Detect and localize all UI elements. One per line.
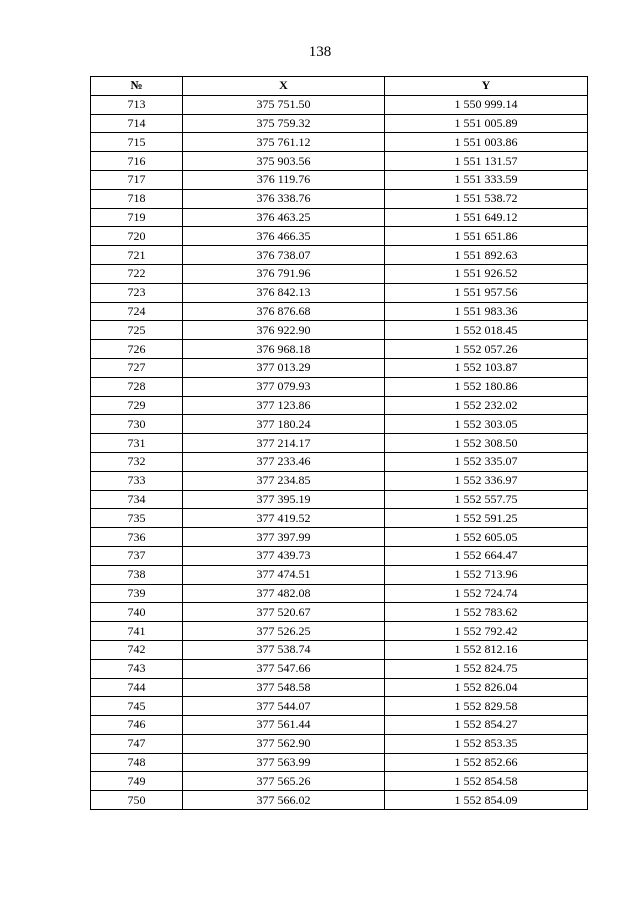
y-coordinate: 1 552 232.02 [385,396,588,415]
y-coordinate: 1 552 724.74 [385,584,588,603]
table-row [91,640,588,659]
table-row [91,490,588,509]
table-row [91,133,588,152]
table-row [91,734,588,753]
x-coordinate: 376 876.68 [183,302,385,321]
y-coordinate: 1 552 783.62 [385,603,588,622]
point-number: 714 [91,114,183,133]
table-row [91,678,588,697]
table-row [91,114,588,133]
x-coordinate: 375 761.12 [183,133,385,152]
y-coordinate: 1 552 826.04 [385,678,588,697]
x-coordinate: 376 466.35 [183,227,385,246]
table-row [91,471,588,490]
y-coordinate: 1 552 103.87 [385,358,588,377]
y-coordinate: 1 551 005.89 [385,114,588,133]
point-number: 723 [91,283,183,302]
x-coordinate: 377 180.24 [183,415,385,434]
y-coordinate: 1 552 557.75 [385,490,588,509]
table-row [91,264,588,283]
y-coordinate: 1 551 003.86 [385,133,588,152]
point-number: 728 [91,377,183,396]
table-row [91,584,588,603]
x-coordinate: 377 561.44 [183,716,385,735]
table-row [91,170,588,189]
table-row [91,622,588,641]
point-number: 722 [91,264,183,283]
x-coordinate: 376 842.13 [183,283,385,302]
point-number: 724 [91,302,183,321]
point-number: 734 [91,490,183,509]
point-number: 717 [91,170,183,189]
y-coordinate: 1 552 852.66 [385,753,588,772]
table-row [91,283,588,302]
x-coordinate: 377 013.29 [183,358,385,377]
x-coordinate: 376 922.90 [183,321,385,340]
page-number: 138 [308,44,332,60]
point-number: 745 [91,697,183,716]
point-number: 729 [91,396,183,415]
point-number: 748 [91,753,183,772]
y-coordinate: 1 552 829.58 [385,697,588,716]
point-number: 713 [91,95,183,114]
y-coordinate: 1 551 333.59 [385,170,588,189]
x-coordinate: 377 563.99 [183,753,385,772]
point-number: 739 [91,584,183,603]
y-coordinate: 1 551 131.57 [385,152,588,171]
table-row [91,716,588,735]
table-row [91,415,588,434]
y-coordinate: 1 552 854.58 [385,772,588,791]
table-row [91,227,588,246]
point-number: 730 [91,415,183,434]
point-number: 735 [91,509,183,528]
table-row [91,791,588,810]
table-header-row [91,77,588,96]
x-coordinate: 377 474.51 [183,565,385,584]
point-number: 719 [91,208,183,227]
table-row [91,396,588,415]
table-row [91,528,588,547]
point-number: 721 [91,246,183,265]
x-coordinate: 376 738.07 [183,246,385,265]
x-coordinate: 377 123.86 [183,396,385,415]
point-number: 741 [91,622,183,641]
table-row [91,452,588,471]
point-number: 750 [91,791,183,810]
point-number: 740 [91,603,183,622]
point-number: 718 [91,189,183,208]
x-coordinate: 376 791.96 [183,264,385,283]
x-coordinate: 377 526.25 [183,622,385,641]
table-row [91,697,588,716]
y-coordinate: 1 550 999.14 [385,95,588,114]
point-number: 733 [91,471,183,490]
y-coordinate: 1 552 664.47 [385,546,588,565]
y-coordinate: 1 551 983.36 [385,302,588,321]
y-coordinate: 1 552 018.45 [385,321,588,340]
coordinates-table [90,76,588,810]
x-coordinate: 375 751.50 [183,95,385,114]
point-number: 737 [91,546,183,565]
header-x: X [183,77,385,96]
table-row [91,246,588,265]
table-row [91,546,588,565]
header-y: Y [385,77,588,96]
table-row [91,753,588,772]
table-row [91,208,588,227]
y-coordinate: 1 552 057.26 [385,340,588,359]
y-coordinate: 1 551 649.12 [385,208,588,227]
table-row [91,189,588,208]
x-coordinate: 377 482.08 [183,584,385,603]
y-coordinate: 1 551 651.86 [385,227,588,246]
x-coordinate: 377 538.74 [183,640,385,659]
x-coordinate: 377 079.93 [183,377,385,396]
point-number: 749 [91,772,183,791]
point-number: 716 [91,152,183,171]
x-coordinate: 377 419.52 [183,509,385,528]
y-coordinate: 1 552 853.35 [385,734,588,753]
y-coordinate: 1 552 303.05 [385,415,588,434]
table-row [91,302,588,321]
x-coordinate: 376 968.18 [183,340,385,359]
x-coordinate: 375 903.56 [183,152,385,171]
y-coordinate: 1 552 335.07 [385,452,588,471]
x-coordinate: 377 544.07 [183,697,385,716]
table-body [91,95,588,809]
x-coordinate: 377 562.90 [183,734,385,753]
table-row [91,358,588,377]
x-coordinate: 377 547.66 [183,659,385,678]
point-number: 743 [91,659,183,678]
x-coordinate: 377 565.26 [183,772,385,791]
point-number: 732 [91,452,183,471]
x-coordinate: 376 463.25 [183,208,385,227]
table-row [91,603,588,622]
x-coordinate: 377 397.99 [183,528,385,547]
y-coordinate: 1 552 792.42 [385,622,588,641]
y-coordinate: 1 551 957.56 [385,283,588,302]
x-coordinate: 377 214.17 [183,434,385,453]
table-row [91,565,588,584]
y-coordinate: 1 552 180.86 [385,377,588,396]
y-coordinate: 1 552 605.05 [385,528,588,547]
table-row [91,772,588,791]
y-coordinate: 1 552 812.16 [385,640,588,659]
y-coordinate: 1 552 854.27 [385,716,588,735]
x-coordinate: 377 395.19 [183,490,385,509]
point-number: 731 [91,434,183,453]
y-coordinate: 1 551 892.63 [385,246,588,265]
x-coordinate: 377 566.02 [183,791,385,810]
point-number: 727 [91,358,183,377]
point-number: 746 [91,716,183,735]
point-number: 744 [91,678,183,697]
table-row [91,659,588,678]
x-coordinate: 377 439.73 [183,546,385,565]
x-coordinate: 377 234.85 [183,471,385,490]
x-coordinate: 376 119.76 [183,170,385,189]
table-header [91,77,588,96]
x-coordinate: 377 520.67 [183,603,385,622]
x-coordinate: 376 338.76 [183,189,385,208]
point-number: 720 [91,227,183,246]
header-number: № [91,77,183,96]
x-coordinate: 377 548.58 [183,678,385,697]
y-coordinate: 1 552 591.25 [385,509,588,528]
y-coordinate: 1 551 538.72 [385,189,588,208]
table-row [91,434,588,453]
x-coordinate: 375 759.32 [183,114,385,133]
y-coordinate: 1 552 308.50 [385,434,588,453]
point-number: 726 [91,340,183,359]
table-row [91,509,588,528]
point-number: 747 [91,734,183,753]
table-row [91,377,588,396]
point-number: 742 [91,640,183,659]
table-row [91,340,588,359]
y-coordinate: 1 551 926.52 [385,264,588,283]
table-row [91,321,588,340]
table-row [91,152,588,171]
y-coordinate: 1 552 336.97 [385,471,588,490]
point-number: 715 [91,133,183,152]
y-coordinate: 1 552 713.96 [385,565,588,584]
point-number: 738 [91,565,183,584]
y-coordinate: 1 552 854.09 [385,791,588,810]
y-coordinate: 1 552 824.75 [385,659,588,678]
point-number: 725 [91,321,183,340]
table-row [91,95,588,114]
point-number: 736 [91,528,183,547]
x-coordinate: 377 233.46 [183,452,385,471]
